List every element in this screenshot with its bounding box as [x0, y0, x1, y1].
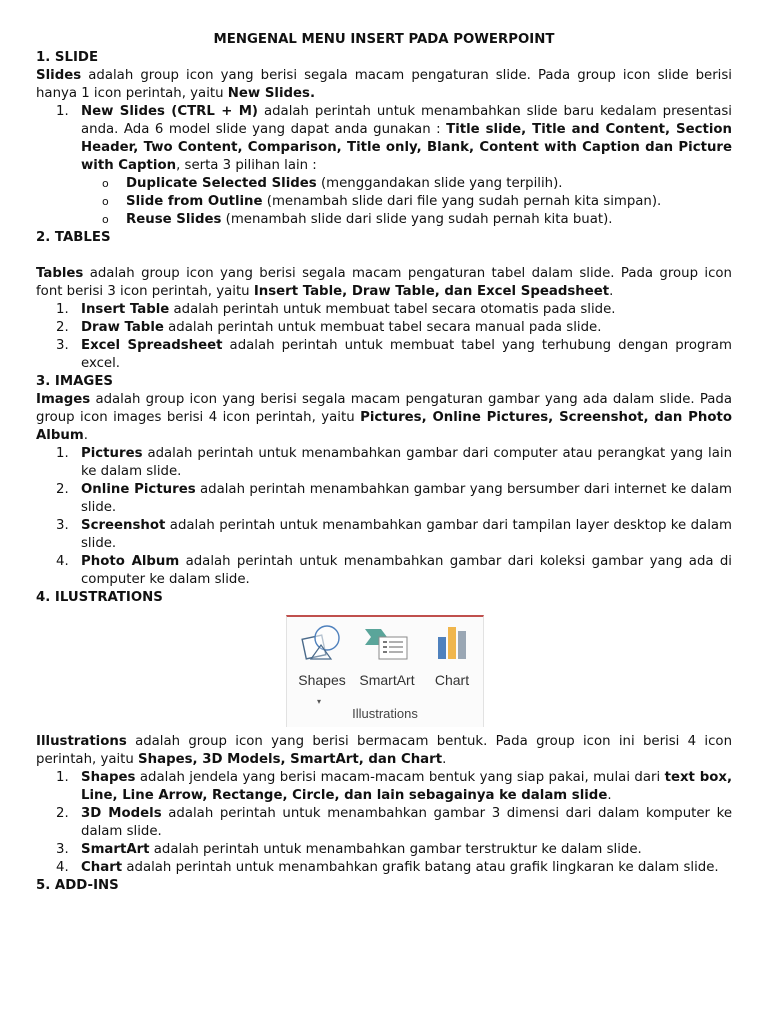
document-page: [36, 31, 732, 895]
shapes-button[interactable]: [291, 623, 353, 688]
illustrations-ribbon-screenshot: [286, 615, 484, 727]
list-item: 4. Chart adalah perintah untuk menambahkan grafik batang atau grafik lingkaran ke dalam slide.: [56, 860, 719, 875]
chart-label: Chart: [434, 672, 470, 688]
list-item: 2. 3D Models adalah perintah untuk menambahkan gambar 3 dimensi dari dalam komputer ke dalam slide.: [56, 806, 732, 839]
paragraph-tables-intro: Tables adalah group icon yang berisi segala macam pengaturan tabel dalam slide. Pada group icon font berisi 3 icon perintah, yaitu Insert Table, Draw Table, dan Excel Speadsheet.: [36, 266, 732, 299]
section-heading-tables: 2. TABLES: [36, 230, 111, 245]
list-table-commands: [36, 301, 732, 373]
paragraph-slides-intro: Slides adalah group icon yang berisi segala macam pengaturan slide. Pada group icon slide berisi hanya 1 icon perintah, yaitu New Slides.: [36, 68, 732, 101]
section-heading-images: 3. IMAGES: [36, 374, 113, 389]
paragraph-images-intro: Images adalah group icon yang berisi segala macam pengaturan gambar yang ada dalam slide. Pada group icon images berisi 4 icon perintah, yaitu Pictures, Online Pictures, Screenshot, dan Photo Album.: [36, 392, 733, 443]
smartart-icon: [363, 623, 411, 663]
list-item: 2. Online Pictures adalah perintah menambahkan gambar yang bersumber dari internet ke dalam slide.: [56, 482, 733, 515]
list-item: 1. New Slides (CTRL + M) adalah perintah untuk menambahkan slide baru kedalam presentasi anda. Ada 6 model slide yang dapat anda gunakan : Title slide, Title and Content, Section Header, Two Content, Comparison, Title only, Blank, Content with Caption dan Picture with Caption, serta 3 pilihan lain :: [56, 104, 732, 173]
list-illustration-commands: [36, 769, 732, 877]
list-item: o Slide from Outline (menambah slide dari file yang sudah pernah kita simpan).: [102, 194, 662, 209]
list-item: 3. SmartArt adalah perintah untuk menambahkan gambar terstruktur ke dalam slide.: [56, 842, 642, 857]
list-slide-commands: [36, 103, 732, 175]
list-item: 1. Pictures adalah perintah untuk menambahkan gambar dari computer atau perangkat yang lain ke dalam slide.: [56, 446, 732, 479]
smartart-button[interactable]: [351, 623, 423, 688]
list-item: 1. Shapes adalah jendela yang berisi macam-macam bentuk yang siap pakai, mulai dari text box, Line, Line Arrow, Rectange, Circle, dan lain sebagainya ke dalam slide.: [56, 770, 732, 803]
blank-line: [36, 247, 732, 265]
chevron-down-icon[interactable]: ▾: [317, 697, 322, 706]
section-heading-slide: 1. SLIDE: [36, 50, 99, 65]
shapes-label: Shapes: [298, 672, 346, 688]
shapes-icon: [299, 623, 345, 663]
list-item: 3. Screenshot adalah perintah untuk menambahkan gambar dari tampilan layer desktop ke dalam slide.: [56, 518, 732, 551]
chart-button[interactable]: [427, 623, 477, 688]
list-item: 4. Photo Album adalah perintah untuk menambahkan gambar dari koleksi gambar yang ada di computer ke dalam slide.: [56, 554, 732, 587]
bar-chart-icon: [432, 623, 472, 663]
section-heading-illustrations: 4. ILUSTRATIONS: [36, 590, 163, 605]
list-image-commands: [36, 445, 732, 589]
list-item: o Duplicate Selected Slides (menggandakan slide yang terpilih).: [102, 176, 563, 191]
list-item: o Reuse Slides (menambah slide dari slide yang sudah pernah kita buat).: [102, 212, 613, 227]
illustrations-group-label: Illustrations: [352, 706, 418, 721]
section-heading-add-ins: 5. ADD-INS: [36, 878, 119, 893]
smartart-label: SmartArt: [359, 672, 415, 688]
list-item: 3. Excel Spreadsheet adalah perintah untuk membuat tabel yang terhubung dengan program excel.: [56, 338, 732, 371]
list-item: 2. Draw Table adalah perintah untuk membuat tabel secara manual pada slide.: [56, 320, 602, 335]
paragraph-illustrations-intro: Illustrations adalah group icon yang berisi bermacam bentuk. Pada group icon ini berisi 4 icon perintah, yaitu Shapes, 3D Models, SmartArt, dan Chart.: [36, 734, 732, 767]
list-item: 1. Insert Table adalah perintah untuk membuat tabel secara otomatis pada slide.: [56, 302, 616, 317]
sublist-slide-options: [36, 175, 732, 229]
document-title: MENGENAL MENU INSERT PADA POWERPOINT: [213, 32, 555, 47]
